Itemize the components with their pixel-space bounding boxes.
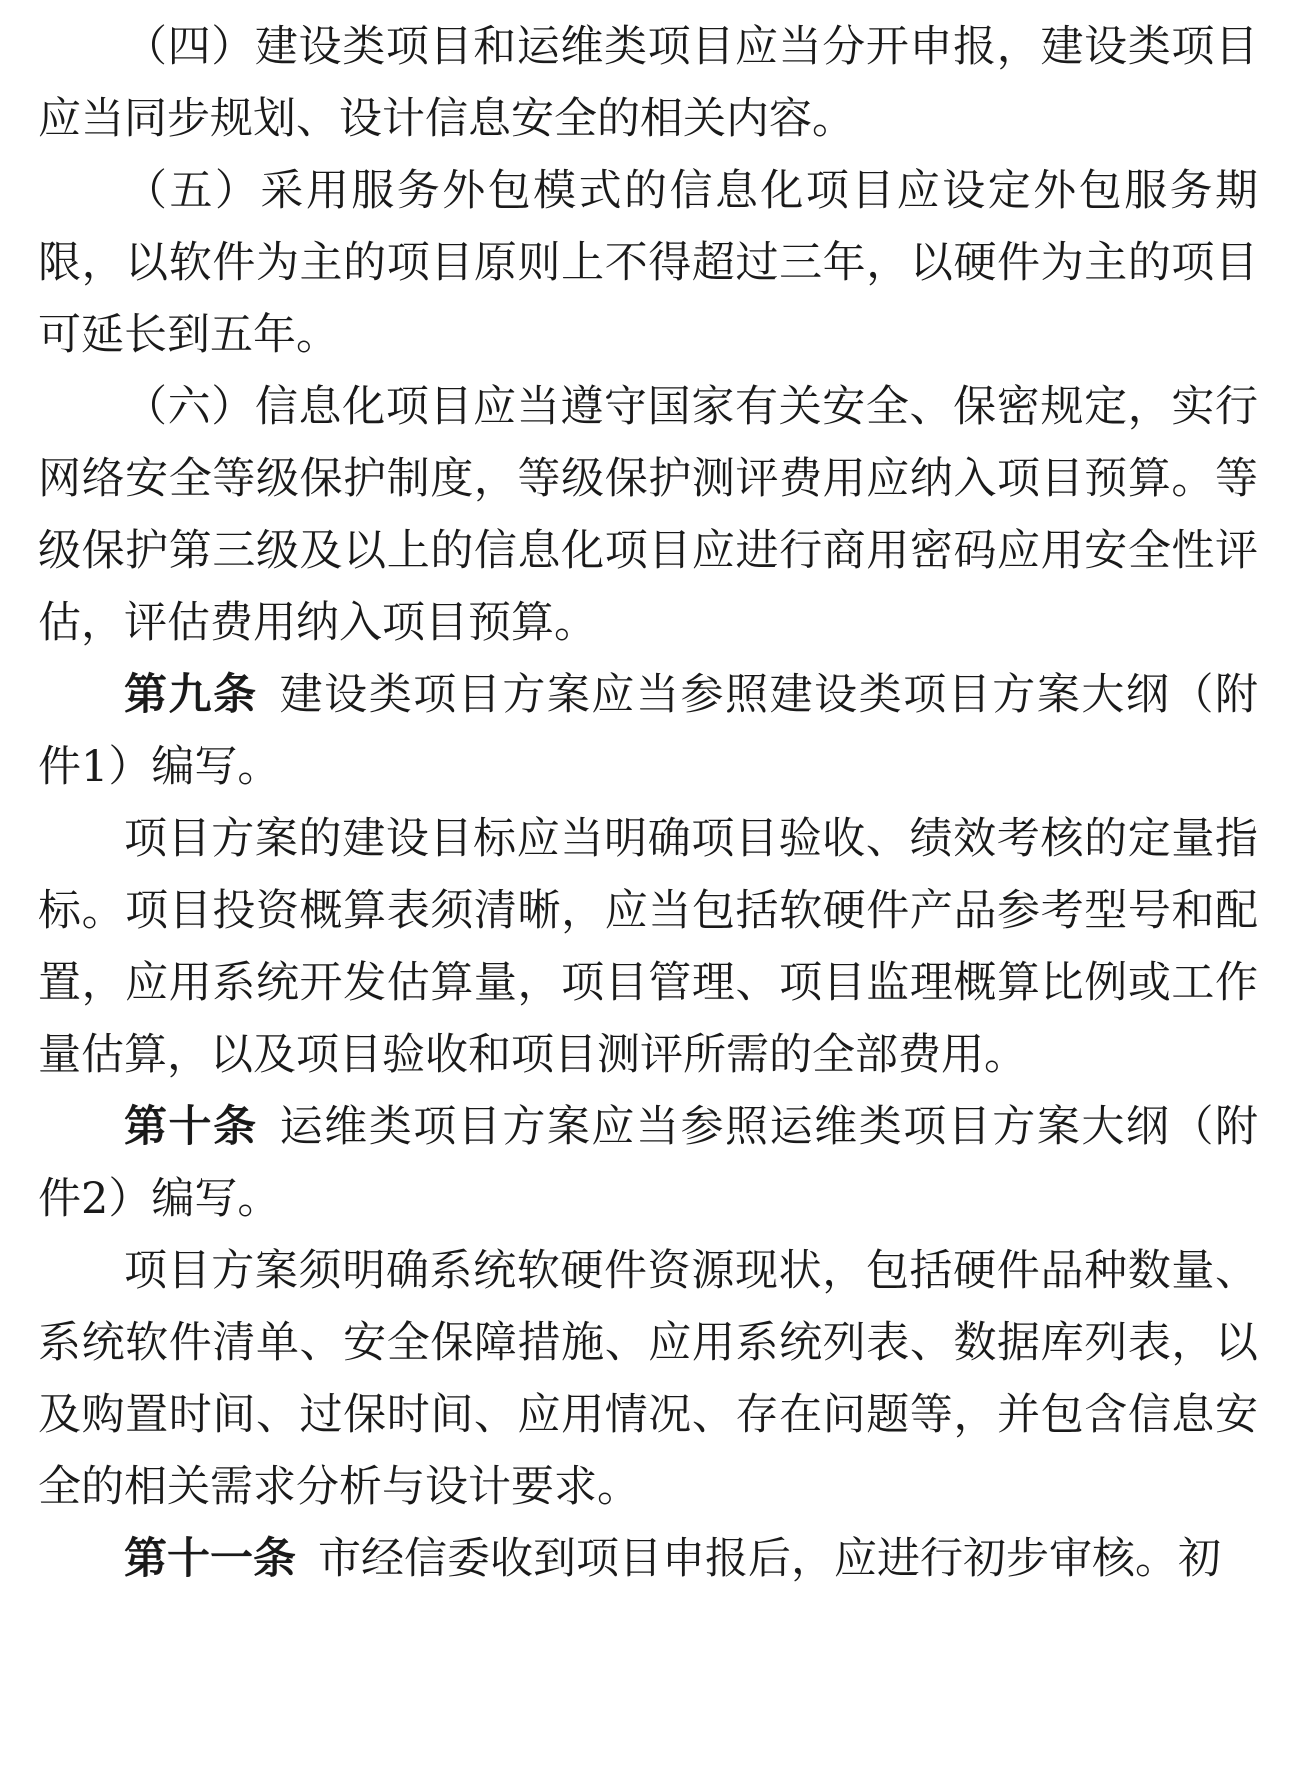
paragraph-text: 市经信委收到项目申报后，应进行初步审核。初: [318, 1534, 1221, 1584]
paragraph-text: 运维类项目方案应当参照运维类项目方案大纲（附件2）编写。: [38, 1102, 1258, 1224]
paragraph-text: 建设类项目方案应当参照建设类项目方案大纲（附件1）编写。: [38, 670, 1258, 792]
article-9-body: [38, 803, 1258, 1091]
article-label: 第十一条: [124, 1534, 296, 1584]
paragraph-item-5: [38, 155, 1258, 371]
article-10-body: [38, 1235, 1258, 1523]
paragraph-item-6: [38, 371, 1258, 659]
article-label: 第十条: [124, 1102, 258, 1152]
article-9: [38, 659, 1258, 803]
paragraph-text: （五）采用服务外包模式的信息化项目应设定外包服务期限，以软件为主的项目原则上不得超过三年，以硬件为主的项目可延长到五年。: [38, 166, 1258, 360]
article-10: [38, 1091, 1258, 1235]
paragraph-text: 项目方案的建设目标应当明确项目验收、绩效考核的定量指标。项目投资概算表须清晰，应当包括软硬件产品参考型号和配置，应用系统开发估算量，项目管理、项目监理概算比例或工作量估算，以及项目验收和项目测评所需的全部费用。: [38, 814, 1258, 1080]
paragraph-text: （六）信息化项目应当遵守国家有关安全、保密规定，实行网络安全等级保护制度，等级保护测评费用应纳入项目预算。等级保护第三级及以上的信息化项目应进行商用密码应用安全性评估，评估费用纳入项目预算。: [38, 382, 1258, 648]
paragraph-text: （四）建设类项目和运维类项目应当分开申报，建设类项目应当同步规划、设计信息安全的相关内容。: [38, 22, 1258, 144]
article-11: [38, 1523, 1258, 1595]
article-label: 第九条: [124, 670, 258, 720]
paragraph-item-4: [38, 11, 1258, 155]
paragraph-text: 项目方案须明确系统软硬件资源现状，包括硬件品种数量、系统软件清单、安全保障措施、应用系统列表、数据库列表，以及购置时间、过保时间、应用情况、存在问题等，并包含信息安全的相关需求分析与设计要求。: [38, 1246, 1258, 1512]
document-page: [38, 0, 1258, 1786]
